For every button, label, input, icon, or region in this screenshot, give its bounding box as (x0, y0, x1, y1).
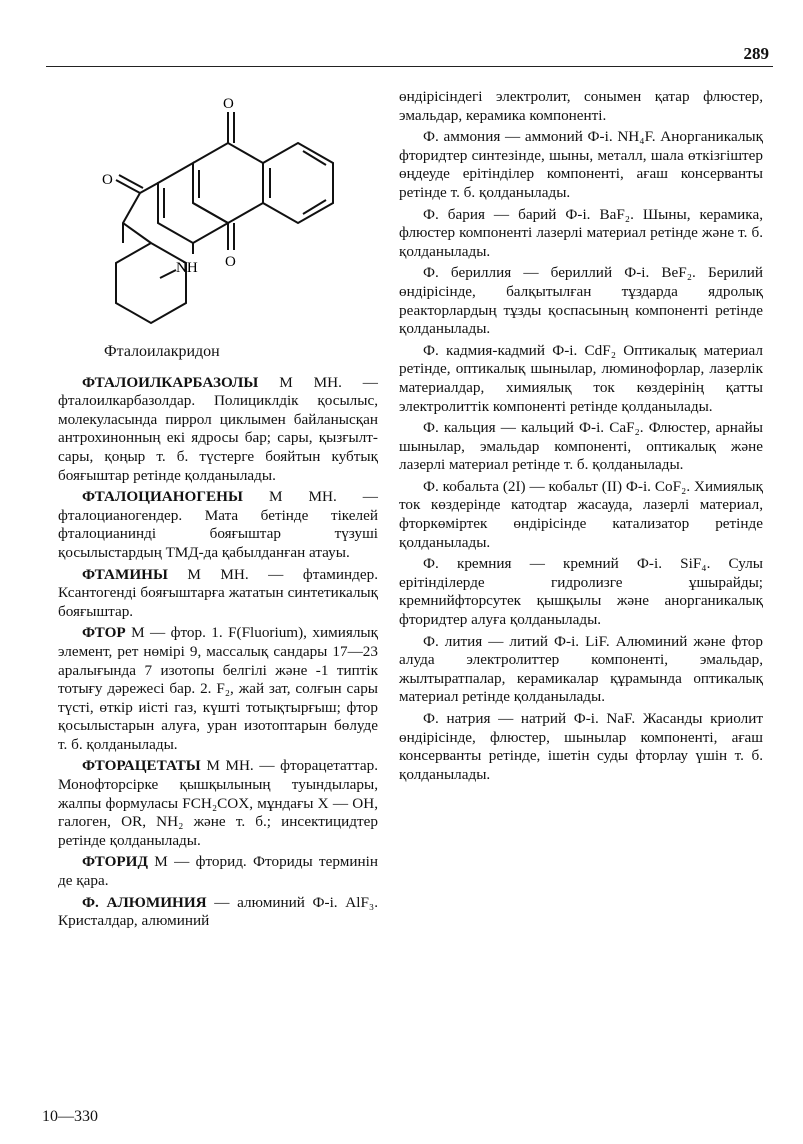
entry-text: өндірісіндегі электролит, сонымен қатар флюстер, эмальдар, керамика компоненті. (399, 88, 763, 124)
entry-barium-fluoride (399, 206, 763, 262)
entry-text: Ф. бария — барий Ф-і. BaF₂. Шыны, керамика, флюстер компоненті лазерлі материал ретінде және т. б. қолданылады. (399, 205, 763, 260)
bond-ring-bottom (116, 243, 186, 323)
entry-text: Ф. кальция — кальций Ф-і. CaF₂. Флюстер, арнайы шынылар, эмальдар компоненті, оптикалық және лазерлі материал ретінде т. б. қолданылады. (399, 419, 763, 474)
bond-quinone-bottom (193, 203, 263, 223)
structure-diagram (98, 94, 358, 339)
entry-text: Ф. бериллия — бериллий Ф-і. BeF₂. Берилий өндірісінде, балқытылған тұздарда ядролық реакторлардың тұзды қоспасының компоненті ретінде қолданылады. (399, 264, 763, 338)
entry-silicon-fluoride (399, 555, 763, 629)
entry-text: М — фтор. 1. F(Fluorium), химиялық элемент, рет нөмірі 9, массалық сандары 17—23 аралығында 7 изотопы белгілі және -1 типтік тотығу дәрежесі бар. 2. F₂, жай зат, солғын сары түсті, өткір иісті газ, күшті тотықтырғыш; фтор қосылыстарын алуға, уран изотоптарын бөлуде т. б. қолданылады. (58, 624, 378, 753)
entry-head: Ф. АЛЮМИНИЯ (82, 893, 207, 911)
entry-phthalocyanogens (58, 488, 378, 562)
entry-text: Ф. аммония — аммоний Ф-і. NH₄F. Анорганикалық фторидтер синтезінде, шыны, металл, шала өткізгіштер өңдеуде ерітінділер компоненті, ағаш консерванты ретінде т. б. қолданылады. (399, 128, 763, 201)
entry-fluorine (58, 624, 378, 754)
signature-mark: 10—330 (42, 1108, 98, 1125)
phthaloylacridone-structure-figure (98, 94, 358, 339)
entry-ammonium-fluoride (399, 128, 763, 202)
entry-head: ФТАЛОЦИАНОГЕНЫ (82, 488, 243, 506)
entry-text: Ф. натрия — натрий Ф-і. NaF. Жасанды криолит өндірісінде, флюстер, шынылар компоненті, ағаш консерванты ретінде, ішетін суды фторлау үшін т. б. қолданылады. (399, 710, 763, 783)
entry-text: — алюминий Ф-і. AlF₃. Кристалдар, алюминий (58, 893, 378, 930)
entry-text: Ф. кобальта (2I) — кобальт (II) Ф-і. CoF₂. Химиялық ток көздерінде катодтар жасауда, лазерлі материал, фторкөміртек өндірісінде катализатор ретінде қолданылады. (399, 477, 763, 551)
nh-label: NH (176, 260, 198, 276)
entry-beryllium-fluoride (399, 264, 763, 338)
entry-text: М МН. — фтаминдер. Ксантогенді бояғыштарға жататын синтетикалық бояғыштар. (58, 565, 378, 620)
entry-text: М МН. — фторацетаттар. Монофторсірке қышқылының туындылары, жалпы формуласы FCH₂COX, мұндағы X — OH, галоген, OR, NH₂ және т. б.; инсектицидтер ретінде қолданылады. (58, 757, 378, 849)
oxygen-left-label: O (102, 172, 113, 188)
bond-quinone-top (193, 143, 263, 163)
bond-acridone-left (123, 183, 158, 243)
entry-phthaloylcarbazoles (58, 374, 378, 486)
left-column (58, 84, 378, 934)
entry-continuation (399, 88, 763, 125)
entry-text: Ф. кремния — кремний Ф-і. SiF₄. Сулы ерітінділерде гидролизге ұшырайды; кремнийфторсутек қышқылы және анорганикалық фторидтер алуға қолданылады. (399, 555, 763, 629)
entry-lithium-fluoride (399, 633, 763, 707)
entry-calcium-fluoride (399, 419, 763, 475)
right-column (399, 88, 763, 787)
entry-fluoride (58, 853, 378, 890)
entry-text: М МН. — фталоцианогендер. Мата бетінде тікелей фталоцианинді бояғыштар түзуші қосылыстардың ТМД-да қабылданған атауы. (58, 488, 378, 561)
entry-head: ФТОР (82, 624, 126, 642)
entry-text: Ф. лития — литий Ф-і. LiF. Алюминий және фтор алуда электролиттер компоненті, эмальдар, жылтыратпалар, керамикалар құрамында оптикалық материал ретінде қолданылады. (399, 632, 763, 706)
entry-head: ФТАМИНЫ (82, 565, 168, 583)
page-number: 289 (743, 44, 769, 63)
oxygen-right-label: O (225, 254, 236, 270)
entry-head: ФТОРИД (82, 853, 148, 871)
entry-cadmium-fluoride (399, 342, 763, 416)
entry-phthamines (58, 566, 378, 622)
entry-sodium-fluoride (399, 710, 763, 784)
entry-head: ФТОРАЦЕТАТЫ (82, 757, 201, 775)
entry-text: М МН. — фталоилкарбазолдар. Полициклдік қосылыс, молекуласында пиррол циклымен байланысқан антрохинонның екі ядросы бар; сары, қызғылт-сары, қоңыр т. б. түстерге бояйтын кубтық бояғыштар ретінде қолданылады. (58, 373, 378, 484)
entry-fluoroacetates (58, 757, 378, 850)
header-rule (46, 66, 773, 67)
figure-caption: Фталоилакридон (104, 343, 220, 360)
entry-text: Ф. кадмия-кадмий Ф-і. CdF₂ Оптикалық материал ретінде, оптикалық шынылар, люминофорлар, лазерлік материалдар, химиялық ток көздерінің қатты электролиттік компоненті ретінде қолданылады. (399, 341, 763, 415)
entry-aluminium-fluoride (58, 894, 378, 931)
entry-head: ФТАЛОИЛКАРБАЗОЛЫ (82, 373, 259, 391)
entry-cobalt-fluoride (399, 478, 763, 552)
bond-ring-right (263, 143, 333, 223)
entry-text: М — фторид. Фториды терминін де қара. (58, 853, 378, 890)
oxygen-top-label: O (223, 96, 234, 112)
